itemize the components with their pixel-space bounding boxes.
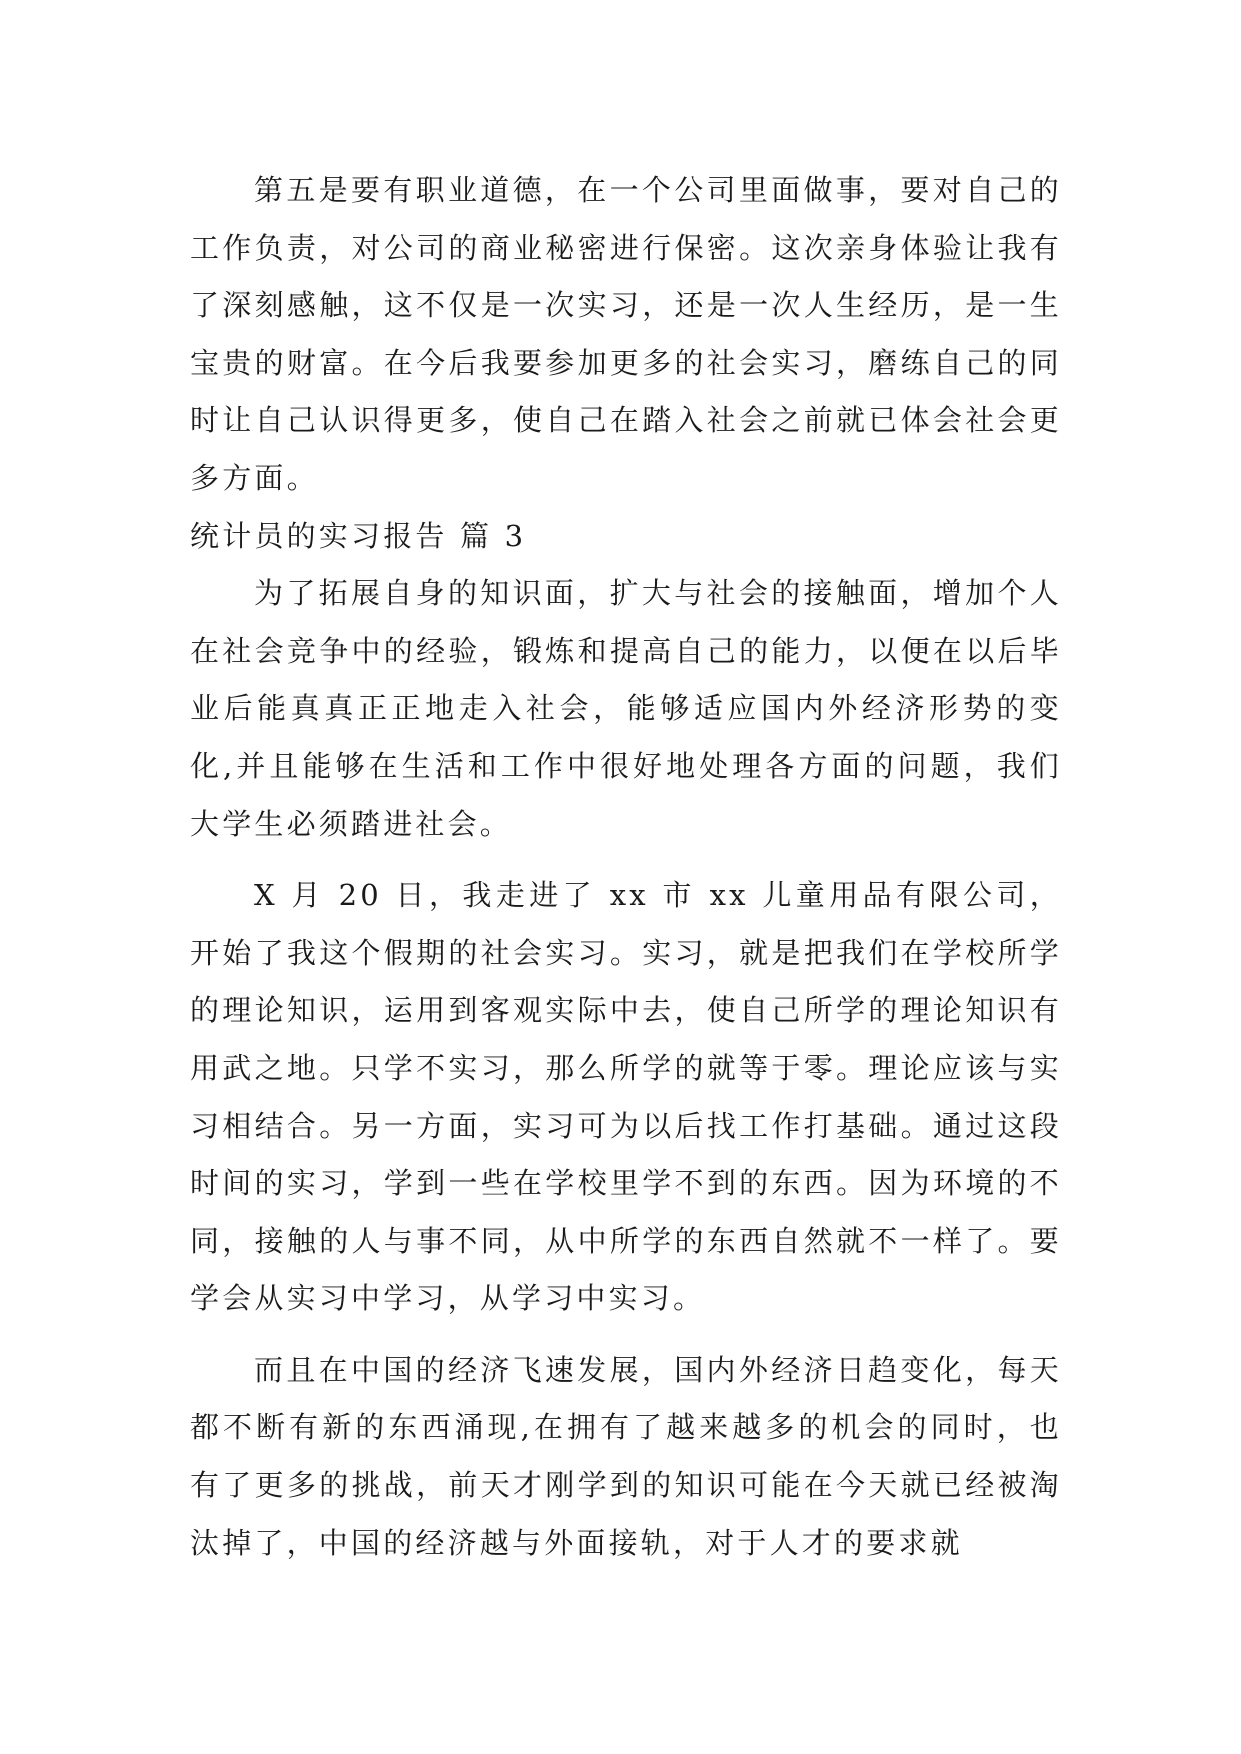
section-heading: 统计员的实习报告 篇 3 bbox=[190, 518, 527, 553]
paragraph-intro: 为了拓展自身的知识面，扩大与社会的接触面，增加个人在社会竞争中的经验，锻炼和提高自己的能力，以便在以后毕业后能真真正正地走入社会，能够适应国内外经济形势的变化,并且能够在生活和工作中很好地处理各方面的问题，我们大学生必须踏进社会。 bbox=[190, 576, 1062, 841]
paragraph-professional-ethics: 第五是要有职业道德，在一个公司里面做事，要对自己的工作负责，对公司的商业秘密进行保密。这次亲身体验让我有了深刻感触，这不仅是一次实习，还是一次人生经历，是一生宝贵的财富。在今后我要参加更多的社会实习，磨练自己的同时让自己认识得更多，使自己在踏入社会之前就已体会社会更多方面。 bbox=[190, 173, 1062, 495]
document-body bbox=[190, 162, 1062, 1572]
paragraph-economy: 而且在中国的经济飞速发展，国内外经济日趋变化，每天都不断有新的东西涌现,在拥有了越来越多的机会的同时，也有了更多的挑战，前天才刚学到的知识可能在今天就已经被淘汰掉了，中国的经济越与外面接轨，对于人才的要求就 bbox=[190, 1352, 1062, 1560]
paragraph-company: X 月 20 日，我走进了 xx 市 xx 儿童用品有限公司，开始了我这个假期的社会实习。实习，就是把我们在学校所学的理论知识，运用到客观实际中去，使自己所学的理论知识有用武之地。只学不实习，那么所学的就等于零。理论应该与实习相结合。另一方面，实习可为以后找工作打基础。通过这段时间的实习，学到一些在学校里学不到的东西。因为环境的不同，接触的人与事不同，从中所学的东西自然就不一样了。要学会从实习中学习，从学习中实习。 bbox=[190, 878, 1062, 1316]
